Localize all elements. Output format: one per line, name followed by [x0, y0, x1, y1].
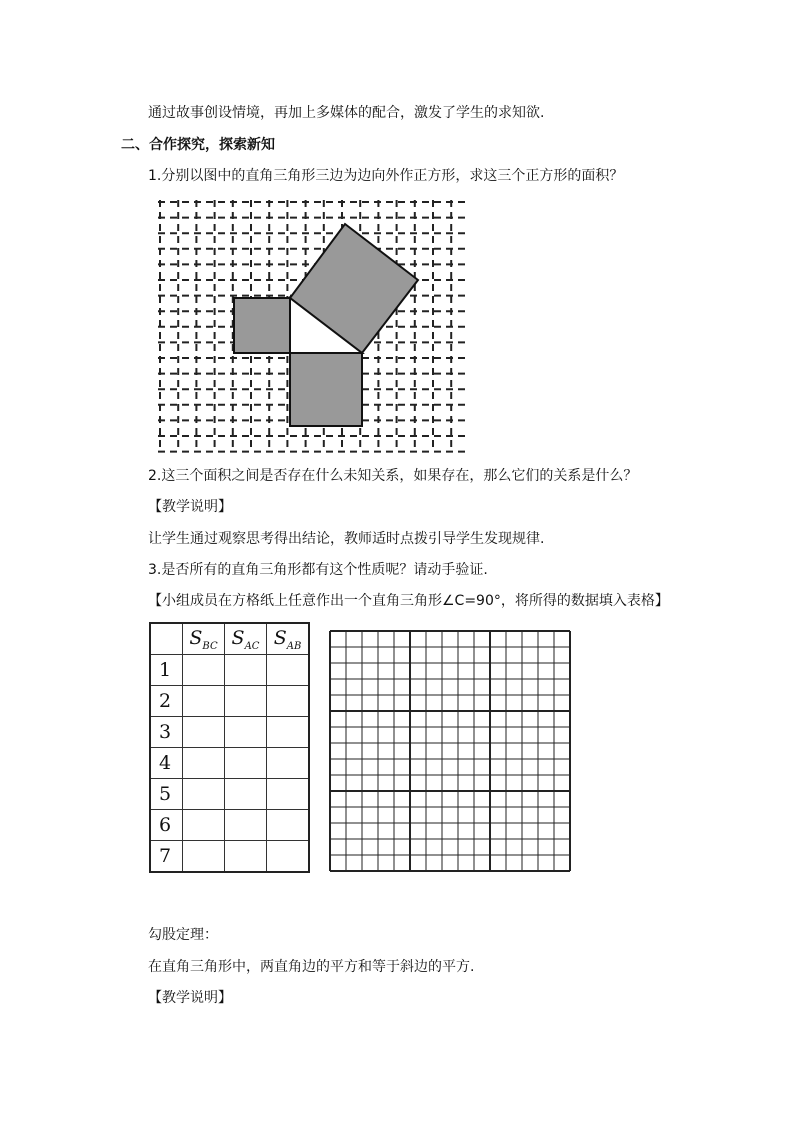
table-cell[interactable] — [267, 841, 310, 873]
table-cell[interactable] — [267, 717, 310, 748]
table-cell[interactable] — [225, 748, 267, 779]
header-s-ac: $S_{AC}$ — [225, 623, 267, 655]
table-cell[interactable] — [183, 779, 225, 810]
table-corner-cell — [150, 623, 183, 655]
row-number: 4 — [150, 748, 183, 779]
table-cell[interactable] — [183, 655, 225, 686]
table-cell[interactable] — [267, 655, 310, 686]
table-header-row — [150, 623, 309, 655]
question-3: 3.是否所有的直角三角形都有这个性质呢？请动手验证. — [148, 562, 488, 578]
table-cell[interactable] — [225, 810, 267, 841]
row-number: 7 — [150, 841, 183, 873]
intro-text: 通过故事创设情境，再加上多媒体的配合，激发了学生的求知欲. — [148, 105, 545, 121]
table-cell[interactable] — [267, 686, 310, 717]
group-task: 【小组成员在方格纸上任意作出一个直角三角形∠C=90°，将所得的数据填入表格】 — [148, 593, 669, 609]
header-s-bc: $S_{BC}$ — [183, 623, 225, 655]
question-2: 2.这三个面积之间是否存在什么未知关系，如果存在，那么它们的关系是什么？ — [148, 468, 638, 484]
table-cell[interactable] — [225, 841, 267, 873]
table-cell[interactable] — [183, 686, 225, 717]
table-cell[interactable] — [183, 748, 225, 779]
row-number: 1 — [150, 655, 183, 686]
table-cell[interactable] — [267, 810, 310, 841]
theorem-text: 在直角三角形中，两直角边的平方和等于斜边的平方. — [148, 959, 475, 975]
table-row — [150, 810, 309, 841]
table-cell[interactable] — [183, 810, 225, 841]
row-number: 2 — [150, 686, 183, 717]
table-row — [150, 841, 309, 873]
table-cell[interactable] — [267, 779, 310, 810]
table-cell[interactable] — [267, 748, 310, 779]
question-1: 1.分别以图中的直角三角形三边为边向外作正方形，求这三个正方形的面积？ — [148, 168, 624, 184]
data-table — [149, 622, 310, 873]
table-cell[interactable] — [225, 779, 267, 810]
table-row — [150, 655, 309, 686]
teaching-note-1-text: 让学生通过观察思考得出结论，教师适时点拨引导学生发现规律. — [148, 531, 545, 547]
table-cell[interactable] — [183, 717, 225, 748]
blank-grid-paper — [329, 630, 571, 872]
table-row — [150, 779, 309, 810]
teaching-note-2: 【教学说明】 — [148, 990, 232, 1006]
theorem-title: 勾股定理： — [148, 927, 218, 943]
row-number: 6 — [150, 810, 183, 841]
table-row — [150, 748, 309, 779]
table-row — [150, 717, 309, 748]
table-cell[interactable] — [225, 655, 267, 686]
squares-on-grid-figure — [156, 198, 470, 454]
teaching-note-1: 【教学说明】 — [148, 499, 232, 515]
table-cell[interactable] — [225, 686, 267, 717]
square-bottom — [290, 353, 362, 426]
section-heading: 二、合作探究，探索新知 — [121, 137, 275, 153]
square-left — [234, 298, 290, 353]
table-cell[interactable] — [183, 841, 225, 873]
header-s-ab: $S_{AB}$ — [267, 623, 310, 655]
row-number: 5 — [150, 779, 183, 810]
table-row — [150, 686, 309, 717]
table-cell[interactable] — [225, 717, 267, 748]
row-number: 3 — [150, 717, 183, 748]
